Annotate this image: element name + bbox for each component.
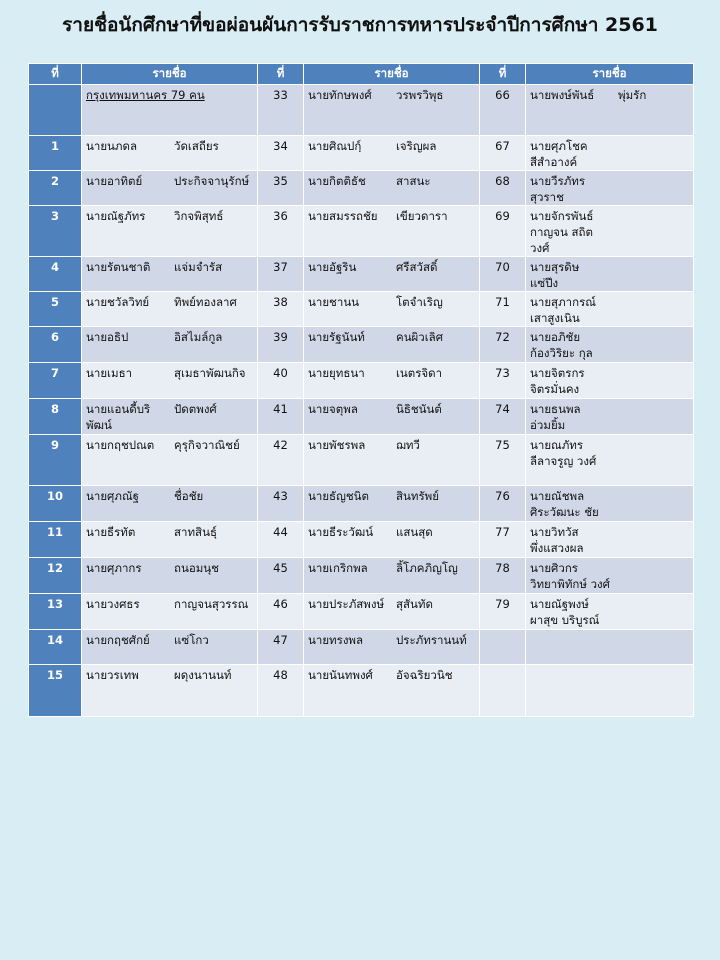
first-name: นายกฤชศักย์	[86, 633, 150, 647]
last-name: วรพรวิพุธ	[396, 88, 444, 102]
last-name: ศรีสวัสดิ์	[396, 260, 438, 274]
last-name: อิสไมล์กูล	[174, 330, 223, 344]
column-header-no: ที่	[480, 64, 526, 85]
first-name: นายธนพล	[530, 402, 581, 416]
region-count: กรุงเทพมหานคร 79 คน	[86, 88, 205, 102]
last-name: อัจฉริยวนิช	[396, 668, 453, 682]
first-name: นายแอนดี้บริพัฒน์	[86, 402, 151, 432]
last-name: ปัดตพงศ์	[174, 402, 217, 416]
entry-number: 79	[480, 594, 526, 630]
first-name: นายพัชรพล	[308, 438, 366, 452]
first-name: นายยุทธนา	[308, 366, 365, 380]
last-name: สุวราช	[530, 190, 564, 204]
first-name: นายศุภากร	[86, 561, 142, 575]
student-name	[82, 435, 258, 486]
row-number: 8	[29, 399, 82, 435]
column-header-no: ที่	[29, 64, 82, 85]
entry-number: 48	[258, 665, 304, 717]
student-name	[304, 136, 480, 171]
last-name: อ่วมยิ้ม	[530, 418, 566, 432]
first-name: นายจตุพล	[308, 402, 358, 416]
student-name	[526, 292, 694, 327]
first-name: นายศิวกร	[530, 561, 578, 575]
row-number: 15	[29, 665, 82, 717]
table-row	[29, 630, 694, 665]
entry-number: 69	[480, 206, 526, 257]
table-row	[29, 399, 694, 435]
entry-number: 72	[480, 327, 526, 363]
last-name: กาญจน สถิตวงศ์	[530, 225, 593, 255]
student-name	[82, 257, 258, 292]
entry-number: 42	[258, 435, 304, 486]
first-name: นายเกริกพล	[308, 561, 368, 575]
student-name	[82, 522, 258, 558]
student-name	[304, 257, 480, 292]
entry-number: 67	[480, 136, 526, 171]
student-name	[82, 327, 258, 363]
last-name: วิกจพิสุทธ์	[174, 209, 224, 223]
entry-number: 71	[480, 292, 526, 327]
entry-number: 78	[480, 558, 526, 594]
last-name: นิธิชนันต์	[396, 402, 442, 416]
student-name	[526, 257, 694, 292]
table-row	[29, 171, 694, 206]
entry-number: 75	[480, 435, 526, 486]
row-number: 3	[29, 206, 82, 257]
first-name: นายรัฐนันท์	[308, 330, 365, 344]
row-number: 12	[29, 558, 82, 594]
row-number: 5	[29, 292, 82, 327]
first-name: นายสุภากรณ์	[530, 295, 596, 309]
student-name	[82, 630, 258, 665]
first-name: นายจักรพันธ์	[530, 209, 594, 223]
student-name	[526, 630, 694, 665]
row-number: 2	[29, 171, 82, 206]
last-name: วัดเสถียร	[174, 139, 219, 153]
first-name: นายสมรรถชัย	[308, 209, 378, 223]
first-name: นายวรเทพ	[86, 668, 139, 682]
student-name	[526, 399, 694, 435]
last-name: ประภัทรานนท์	[396, 633, 467, 647]
last-name: เสาสูงเนิน	[530, 311, 580, 325]
last-name: สาสนะ	[396, 174, 431, 188]
table-row	[29, 136, 694, 171]
last-name: เขียวดารา	[396, 209, 448, 223]
first-name: นายเมธา	[86, 366, 133, 380]
last-name: สินทรัพย์	[396, 489, 439, 503]
first-name: นายจิตรกร	[530, 366, 585, 380]
student-table	[28, 63, 694, 717]
last-name: โตจำเริญ	[396, 295, 443, 309]
entry-number: 43	[258, 486, 304, 522]
student-name	[526, 327, 694, 363]
row-number: 4	[29, 257, 82, 292]
student-name	[304, 630, 480, 665]
first-name: นายอธิป	[86, 330, 129, 344]
row-number: 6	[29, 327, 82, 363]
row-number: 1	[29, 136, 82, 171]
last-name: ศิระวัฒนะ ชัย	[530, 505, 599, 519]
student-name	[304, 206, 480, 257]
table-row	[29, 558, 694, 594]
entry-number: 34	[258, 136, 304, 171]
first-name: นายทักษพงศ์	[308, 88, 372, 102]
column-header-name: รายชื่อ	[82, 64, 258, 85]
first-name: นายกฤชปณต	[86, 438, 155, 452]
entry-number: 35	[258, 171, 304, 206]
student-name	[526, 522, 694, 558]
last-name: ถนอมนุช	[174, 561, 219, 575]
entry-number: 46	[258, 594, 304, 630]
first-name: นายธีรทัต	[86, 525, 136, 539]
first-name: นายณัชพล	[530, 489, 585, 503]
last-name: ลิ้โภคภิญโญ	[396, 561, 458, 575]
row-number: 7	[29, 363, 82, 399]
student-name	[526, 558, 694, 594]
first-name: นายอาทิตย์	[86, 174, 143, 188]
student-name	[82, 363, 258, 399]
table-row	[29, 435, 694, 486]
last-name: จิตรมั่นคง	[530, 382, 580, 396]
entry-number: 77	[480, 522, 526, 558]
entry-number: 44	[258, 522, 304, 558]
first-name: นายชานน	[308, 295, 360, 309]
row-number	[29, 85, 82, 136]
student-name	[82, 399, 258, 435]
last-name: แจ่มจำรัส	[174, 260, 223, 274]
entry-number: 66	[480, 85, 526, 136]
first-name: นายนภดล	[86, 139, 138, 153]
student-name	[304, 665, 480, 717]
student-name	[526, 171, 694, 206]
student-name	[526, 206, 694, 257]
last-name: คุรุกิจวาณิชย์	[174, 438, 240, 452]
student-name	[304, 292, 480, 327]
student-name	[304, 558, 480, 594]
entry-number: 41	[258, 399, 304, 435]
table-row	[29, 292, 694, 327]
last-name: สุสันทัด	[396, 597, 433, 611]
first-name: นายวีรภัทร	[530, 174, 586, 188]
first-name: นายณัฐภัทร	[86, 209, 146, 223]
table-row	[29, 363, 694, 399]
student-name	[526, 363, 694, 399]
student-name	[304, 399, 480, 435]
student-name	[304, 85, 480, 136]
row-number: 14	[29, 630, 82, 665]
row-number: 9	[29, 435, 82, 486]
last-name: เจริญผล	[396, 139, 437, 153]
first-name: นายศุภณัฐ	[86, 489, 139, 503]
first-name: นายนันทพงศ์	[308, 668, 373, 682]
table-header-row	[29, 64, 694, 85]
table-row	[29, 327, 694, 363]
last-name: พุ่มรัก	[618, 88, 647, 102]
last-name: พึ่งแสวงผล	[530, 541, 584, 555]
last-name: แซ่โกว	[174, 633, 209, 647]
table-row	[29, 522, 694, 558]
student-name	[526, 85, 694, 136]
entry-number: 70	[480, 257, 526, 292]
first-name: นายณภัทร	[530, 438, 584, 452]
entry-number: 39	[258, 327, 304, 363]
table-row	[29, 206, 694, 257]
last-name: ทิพย์ทองลาศ	[174, 295, 237, 309]
student-name	[526, 486, 694, 522]
page-title: รายชื่อนักศึกษาที่ขอผ่อนผันการรับราชการทหารประจำปีการศึกษา 2561	[62, 14, 658, 36]
student-name	[526, 136, 694, 171]
first-name: นายศิณปกฺ์	[308, 139, 362, 153]
row-number: 10	[29, 486, 82, 522]
student-name	[304, 363, 480, 399]
table-row	[29, 85, 694, 136]
entry-number: 68	[480, 171, 526, 206]
entry-number: 76	[480, 486, 526, 522]
student-name	[82, 558, 258, 594]
entry-number: 45	[258, 558, 304, 594]
student-name	[304, 594, 480, 630]
entry-number	[480, 630, 526, 665]
last-name: ประกิจจานุรักษ์	[174, 174, 250, 188]
first-name: นายพงษ์พันธ์	[530, 88, 595, 102]
entry-number: 47	[258, 630, 304, 665]
student-name	[82, 136, 258, 171]
first-name: นายวงศธร	[86, 597, 140, 611]
last-name: แสนสุด	[396, 525, 433, 539]
last-name: กาญจนสุวรรณ	[174, 597, 249, 611]
student-name	[82, 206, 258, 257]
entry-number: 40	[258, 363, 304, 399]
column-header-no: ที่	[258, 64, 304, 85]
table-row	[29, 594, 694, 630]
last-name: แซ่ปึง	[530, 276, 559, 290]
student-name	[304, 522, 480, 558]
table-row	[29, 257, 694, 292]
first-name: นายชวัลวิทย์	[86, 295, 150, 309]
last-name: สาทสินธุ์	[174, 525, 217, 539]
entry-number	[480, 665, 526, 717]
last-name: วิทยาพิทักษ์ วงศ์	[530, 577, 610, 591]
student-name	[304, 171, 480, 206]
student-name	[526, 435, 694, 486]
region-label	[82, 85, 258, 136]
first-name: นายรัตนชาติ	[86, 260, 151, 274]
first-name: นายกิตติธัช	[308, 174, 366, 188]
last-name: ผาสุข บริบูรณ์	[530, 613, 600, 627]
first-name: นายสุรดิษ	[530, 260, 580, 274]
student-name	[526, 665, 694, 717]
student-name	[82, 171, 258, 206]
first-name: นายอัฐริน	[308, 260, 357, 274]
entry-number: 37	[258, 257, 304, 292]
student-name	[304, 435, 480, 486]
entry-number: 38	[258, 292, 304, 327]
last-name: สุเมธาพัฒนกิจ	[174, 366, 246, 380]
student-name	[82, 594, 258, 630]
row-number: 11	[29, 522, 82, 558]
column-header-name: รายชื่อ	[526, 64, 694, 85]
last-name: คนผิวเลิศ	[396, 330, 444, 344]
student-name	[82, 292, 258, 327]
entry-number: 33	[258, 85, 304, 136]
entry-number: 36	[258, 206, 304, 257]
student-name	[304, 327, 480, 363]
student-name	[304, 486, 480, 522]
last-name: ผดุงนานนท์	[174, 668, 232, 682]
entry-number: 73	[480, 363, 526, 399]
entry-number: 74	[480, 399, 526, 435]
last-name: ฌทวี	[396, 438, 420, 452]
first-name: นายทรงพล	[308, 633, 364, 647]
first-name: นายณัฐพงษ์	[530, 597, 589, 611]
table-row	[29, 486, 694, 522]
first-name: นายธัญชนิต	[308, 489, 370, 503]
first-name: นายศุภโชค	[530, 139, 588, 153]
table-row	[29, 665, 694, 717]
last-name: เนตรจิดา	[396, 366, 443, 380]
first-name: นายประภัสพงษ์	[308, 597, 385, 611]
student-name	[82, 665, 258, 717]
column-header-name: รายชื่อ	[304, 64, 480, 85]
first-name: นายวิทวัส	[530, 525, 579, 539]
student-name	[526, 594, 694, 630]
last-name: ก้องวิริยะ กุล	[530, 346, 593, 360]
last-name: สีสำอางค์	[530, 155, 578, 169]
row-number: 13	[29, 594, 82, 630]
last-name: ชื่อชัย	[174, 489, 204, 503]
student-name	[82, 486, 258, 522]
first-name: นายอภิชัย	[530, 330, 581, 344]
first-name: นายธีระวัฒน์	[308, 525, 374, 539]
last-name: ลีลาจรูญ วงศ์	[530, 454, 597, 468]
